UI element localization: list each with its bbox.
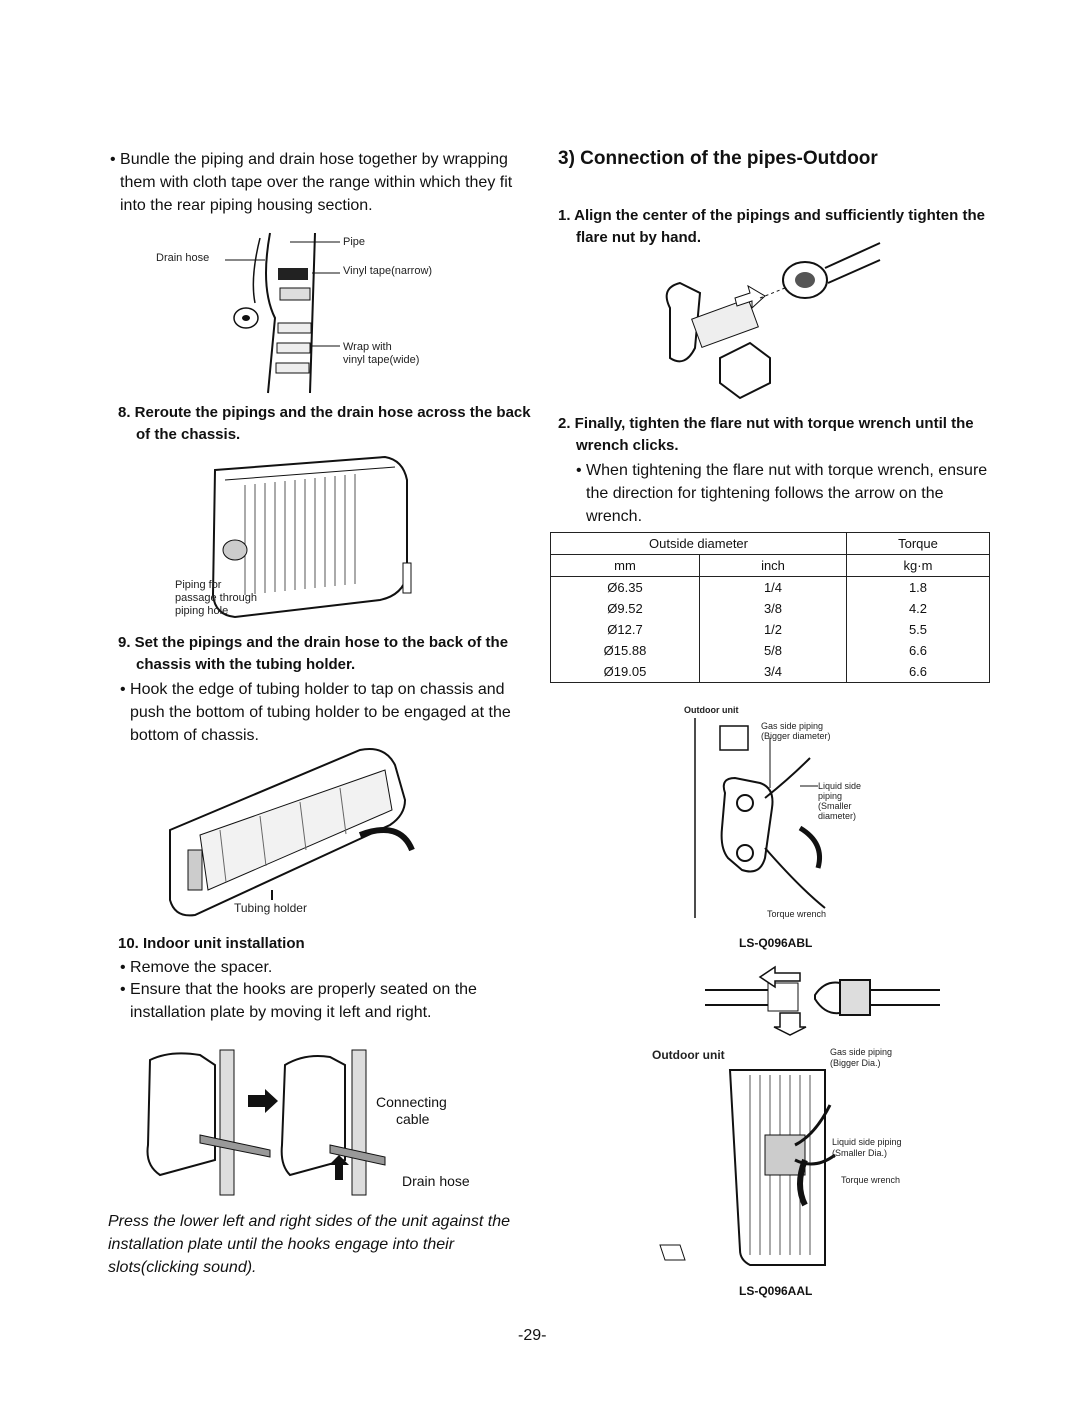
cell-kgm: 1.8 <box>847 577 990 599</box>
section-heading: 3) Connection of the pipes-Outdoor <box>558 148 878 169</box>
cell-mm: Ø19.05 <box>551 661 700 683</box>
label-wrap-with: Wrap with <box>343 341 392 353</box>
cell-kgm: 5.5 <box>847 619 990 640</box>
label-passage-through: passage through <box>175 592 257 604</box>
abl-outdoor-unit-label: Outdoor unit <box>684 705 739 715</box>
cell-inch: 1/2 <box>700 619 847 640</box>
cell-kgm: 4.2 <box>847 598 990 619</box>
aal-torque-wrench: Torque wrench <box>841 1175 901 1185</box>
abl-smaller: (Smaller <box>818 801 852 811</box>
cell-inch: 3/8 <box>700 598 847 619</box>
flare-nut-figure <box>640 238 880 403</box>
header-mm: mm <box>551 555 700 577</box>
page-number: -29- <box>518 1327 547 1344</box>
aal-smaller-dia: (Smaller Dia.) <box>832 1148 888 1158</box>
aal-outdoor-figure <box>655 1065 835 1275</box>
label-piping-hole: piping hole <box>175 605 229 617</box>
aal-bigger-dia: (Bigger Dia.) <box>830 1058 881 1068</box>
tubing-holder-figure <box>160 740 430 920</box>
step-1: 1. Align the center of the pipings and sufficiently tighten the flare nut by hand. <box>558 207 985 246</box>
abl-outdoor-figure <box>690 718 830 918</box>
header-kgm: kg·m <box>847 555 990 577</box>
label-vinyl-narrow: Vinyl tape(narrow) <box>343 265 433 277</box>
model-abl: LS-Q096ABL <box>739 936 813 950</box>
indoor-install-figure <box>130 1045 390 1200</box>
table-row <box>551 577 990 599</box>
aal-gas-side: Gas side piping <box>830 1047 893 1057</box>
hooks-bullet: • Ensure that the hooks are properly seated on the installation plate by moving it left and right. <box>120 981 477 1021</box>
cell-mm: Ø15.88 <box>551 640 700 661</box>
label-drain-hose: Drain hose <box>156 252 210 264</box>
label-connecting: Connecting <box>376 1094 447 1110</box>
step-8: 8. Reroute the pipings and the drain hose across the back of the chassis. <box>118 404 531 443</box>
label-pipe: Pipe <box>343 236 366 248</box>
header-outside-diameter: Outside diameter <box>551 533 847 555</box>
cell-kgm: 6.6 <box>847 640 990 661</box>
abl-bigger-diameter: (Bigger diameter) <box>761 731 831 741</box>
flare-arrows-figure <box>700 965 940 1035</box>
cell-inch: 1/4 <box>700 577 847 599</box>
abl-piping: piping <box>818 791 843 801</box>
model-aal: LS-Q096AAL <box>739 1284 813 1298</box>
header-torque: Torque <box>847 533 990 555</box>
hook-bullet: • Hook the edge of tubing holder to tap on chassis and push the bottom of tubing holder to be engaged at the bottom of chassis. <box>120 681 511 744</box>
table-row <box>551 661 990 683</box>
step-2: 2. Finally, tighten the flare nut with torque wrench until the wrench clicks. <box>558 415 974 454</box>
header-inch: inch <box>700 555 847 577</box>
aal-outdoor-unit-label: Outdoor unit <box>652 1048 725 1062</box>
cell-inch: 3/4 <box>700 661 847 683</box>
label-cable: cable <box>396 1111 430 1127</box>
step-9: 9. Set the pipings and the drain hose to the back of the chassis with the tubing holder. <box>118 634 509 673</box>
cell-inch: 5/8 <box>700 640 847 661</box>
table-row <box>551 598 990 619</box>
wrench-bullet: • When tightening the flare nut with torque wrench, ensure the direction for tightening follows the arrow on the wrench. <box>576 462 988 525</box>
table-row <box>551 640 990 661</box>
install-note: Press the lower left and right sides of the unit against the installation plate until the hooks engage into their slots(clicking sound). <box>108 1213 511 1276</box>
cell-mm: Ø6.35 <box>551 577 700 599</box>
abl-diameter: diameter) <box>818 811 857 821</box>
spacer-bullet: • Remove the spacer. <box>120 959 273 976</box>
aal-liquid-side: Liquid side piping <box>832 1137 902 1147</box>
bundle-bullet: • Bundle the piping and drain hose together by wrapping them with cloth tape over the range within which they fit into the rear piping housing section. <box>110 151 513 214</box>
abl-liquid-side: Liquid side <box>818 781 862 791</box>
table-row <box>551 619 990 640</box>
label-vinyl-wide: vinyl tape(wide) <box>343 354 420 366</box>
step-10: 10. Indoor unit installation <box>118 935 305 952</box>
abl-gas-side: Gas side piping <box>761 721 824 731</box>
abl-torque-wrench: Torque wrench <box>767 909 827 919</box>
label-tubing-holder: Tubing holder <box>234 901 307 915</box>
cell-kgm: 6.6 <box>847 661 990 683</box>
label-drain-hose-2: Drain hose <box>402 1173 470 1189</box>
torque-table <box>550 532 990 683</box>
cell-mm: Ø12.7 <box>551 619 700 640</box>
cell-mm: Ø9.52 <box>551 598 700 619</box>
label-piping-for: Piping for <box>175 579 222 591</box>
